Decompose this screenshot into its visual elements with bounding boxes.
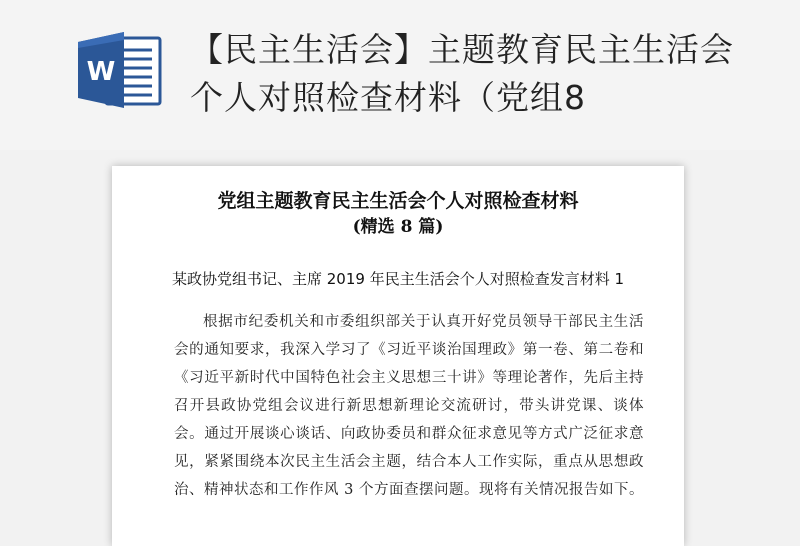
document-subtitle: (精选 8 篇) — [352, 217, 444, 237]
document-heading: 某政协党组书记、主席 2019 年民主生活会个人对照检查发言材料 1 — [171, 270, 625, 288]
svg-text:W: W — [86, 57, 116, 87]
word-document-icon — [76, 30, 164, 110]
document-body-paragraph: 根据市纪委机关和市委组织部关于认真开好党员领导干部民主生活会的通知要求，我深入学习了《习近平谈治国理政》第一卷、第二卷和《习近平新时代中国特色社会主义思想三十讲》等理论著作，先后主持召开县政协党组会议进行新思想新理论交流研讨，带头讲党课、谈体会。通过开展谈心谈话、向政协委员和群众征求意见等方式广泛征求意见，紧紧围绕本次民主生活会主题，结合本人工作实际，重点从思想政治、精神状态和工作作风 3 个方面查摆问题。现将有关情况报告如下。 — [174, 314, 644, 498]
header-banner — [0, 0, 800, 150]
header-title: 【民主生活会】主题教育民主生活会个人对照检查材料（党组8 — [190, 30, 734, 117]
document-page — [112, 166, 684, 546]
document-title: 党组主题教育民主生活会个人对照检查材料 — [217, 190, 579, 212]
